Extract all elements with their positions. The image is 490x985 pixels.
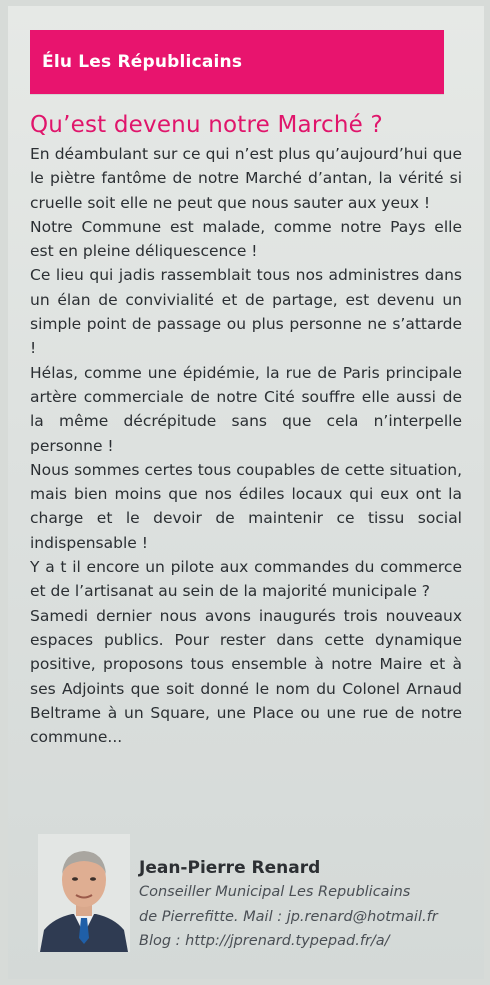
paragraph: Ce lieu qui jadis rassemblait tous nos administres dans un élan de convivialité et de partage, est devenu un simple point de passage ou plus personne ne s’attarde !	[30, 266, 462, 358]
article-title: Qu’est devenu notre Marché ?	[30, 112, 383, 138]
paragraph: En déambulant sur ce qui n’est plus qu’aujourd’hui que le piètre fantôme de notre Marché d’antan, la vérité si cruelle soit elle ne peut que nous sauter aux yeux !	[30, 145, 462, 212]
author-name: Jean-Pierre Renard	[139, 858, 321, 878]
paragraph: Nous sommes certes tous coupables de cette situation, mais bien moins que nos édiles locaux qui eux ont la charge et le devoir de maintenir ce tissu social indispensable !	[30, 460, 462, 552]
banner-label: Élu Les Républicains	[42, 52, 243, 72]
author-mail: de Pierrefitte. Mail : jp.renard@hotmail.fr	[139, 909, 438, 925]
paragraph: Hélas, comme une épidémie, la rue de Paris principale artère commerciale de notre Cité souffre elle aussi de la même décrépitude sans que cela n’interpelle personne !	[30, 363, 462, 455]
author-role: Conseiller Municipal Les Republicains	[139, 884, 411, 900]
article-body	[30, 142, 462, 749]
paragraph: Samedi dernier nous avons inaugurés trois nouveaux espaces publics. Pour rester dans cette dynamique positive, proposons tous ensemble à notre Maire et à ses Adjoints que soit donné le nom du Colonel Arnaud Beltrame à un Square, une Place ou une rue de notre commune...	[30, 606, 462, 747]
paragraph: Notre Commune est malade, comme notre Pays elle est en pleine déliquescence !	[30, 217, 462, 261]
portrait-photo-icon	[38, 834, 130, 952]
author-blog: Blog : http://jprenard.typepad.fr/a/	[139, 933, 390, 949]
author-photo	[38, 834, 130, 952]
paragraph: Y a t il encore un pilote aux commandes du commerce et de l’artisanat au sein de la majorité municipale ?	[30, 558, 462, 601]
party-banner	[30, 30, 444, 94]
